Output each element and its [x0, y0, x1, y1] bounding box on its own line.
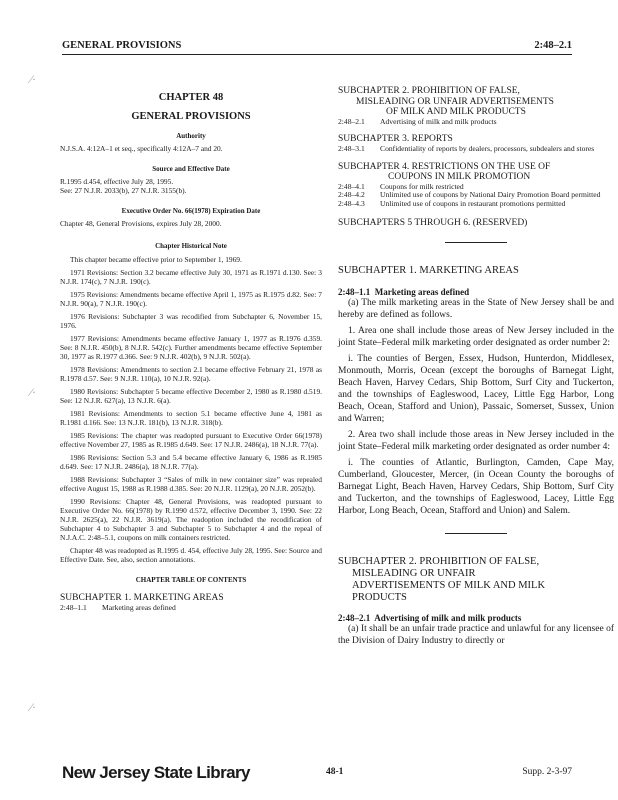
- toc-heading: CHAPTER TABLE OF CONTENTS: [135, 576, 247, 584]
- history-paragraph: 1986 Revisions: Section 5.3 and 5.4 became effective January 6, 1986 as R.1985 d.649. See: 17 N.J.R. 2486(a), 18 N.J.R. 77(a).: [60, 453, 322, 471]
- library-stamp: New Jersey State Library: [62, 763, 250, 782]
- history-paragraph: 1978 Revisions: Amendments to section 2.1 became effective February 21, 1978 as R.1978 d.57. See: 9 N.J.R. 110(a), 10 N.J.R. 92(a).: [60, 365, 322, 383]
- toc-item-number: 2:48–2.1: [338, 116, 365, 126]
- history-paragraph: This chapter became effective prior to September 1, 1969.: [70, 255, 242, 264]
- toc-item-number: 2:48–1.1: [60, 602, 87, 612]
- chapter-number: CHAPTER 48: [158, 92, 224, 103]
- toc-item-number: 2:48–4.1: [338, 181, 365, 191]
- toc-item-label: Unlimited use of coupons in restaurant promotions permitted: [380, 199, 566, 209]
- authority-text: N.J.S.A. 4:12A–1 et seq., specifically 4:12A–7 and 20.: [60, 144, 223, 153]
- page-footer: [62, 763, 572, 787]
- section-divider: [445, 242, 507, 243]
- section-title: Marketing areas defined: [374, 287, 470, 298]
- toc-subchapter-3: SUBCHAPTER 3. REPORTS: [338, 134, 453, 145]
- toc-reserved: SUBCHAPTERS 5 THROUGH 6. (RESERVED): [338, 217, 528, 228]
- toc-subchapter-1: SUBCHAPTER 1. MARKETING AREAS: [60, 593, 224, 603]
- toc-item-label: Confidentiality of reports by dealers, processors, subdealers and stores: [380, 143, 595, 153]
- toc-item[interactable]: [60, 604, 322, 613]
- subchapter-2-heading: SUBCHAPTER 2. PROHIBITION OF FALSE, MISLEADING OR UNFAIR ADVERTISEMENTS OF MILK AND MILK PRODUCTS: [338, 556, 546, 604]
- left-column: [60, 92, 322, 612]
- source-heading: Source and Effective Date: [152, 165, 230, 173]
- right-column: [338, 86, 614, 647]
- toc-list: [338, 183, 614, 209]
- source-line: R.1995 d.454, effective July 28, 1995.: [60, 177, 174, 186]
- section-heading: [338, 287, 614, 297]
- section-paragraph: 2. Area two shall include those areas in New Jersey included in the joint State–Federal milk marketing order designated as order number 4:: [338, 430, 614, 453]
- toc-subchapter-2: SUBCHAPTER 2. PROHIBITION OF FALSE, MISLEADING OR UNFAIR ADVERTISEMENTS OF MILK AND MILK PRODUCTS: [338, 86, 554, 117]
- header-title: GENERAL PROVISIONS: [62, 40, 182, 51]
- authority-heading: Authority: [176, 132, 206, 140]
- toc-item-label: Unlimited use of coupons by National Dairy Promotion Board permitted: [380, 190, 601, 200]
- toc-item-number: 2:48–4.2: [338, 190, 365, 200]
- history-paragraph: 1971 Revisions: Section 3.2 became effective July 30, 1971 as R.1971 d.130. See: 3 N.J.R. 174(c), 7 N.J.R. 190(c).: [60, 268, 322, 286]
- section-divider: [445, 533, 507, 534]
- section-heading: [338, 613, 614, 623]
- section-paragraph: (a) It shall be an unfair trade practice and unlawful for any licensee of the Division of Dairy Industry to directly or: [338, 624, 614, 647]
- section-number: 2:48–1.1: [338, 287, 371, 298]
- history-paragraph: 1981 Revisions: Amendments to section 5.1 became effective June 4, 1981 as R.1981 d.166. See: 13 N.J.R. 181(b), 13 N.J.R. 318(b).: [60, 409, 322, 427]
- section-number: 2:48–2.1: [338, 613, 371, 624]
- source-line: See: 27 N.J.R. 2033(b), 27 N.J.R. 3155(b).: [60, 186, 187, 195]
- eo-text: Chapter 48, General Provisions, expires July 28, 2000.: [60, 219, 222, 228]
- history-paragraph: 1975 Revisions: Amendments became effective April 1, 1975 as R.1975 d.82. See: 7 N.J.R. 90(a), 7 N.J.R. 190(c).: [60, 290, 322, 308]
- margin-mark: ⁄·: [30, 72, 36, 86]
- history-paragraph: 1977 Revisions: Amendments became effective January 1, 1977 as R.1976 d.359. See: 8 N.J.R. 450(b), 8 N.J.R. 542(c). Further amendments became effective September 30, 1977 as R.1977 d.366. See: 9 N.J.R. 402(b), 9 N.J.R. 502(a).: [60, 334, 322, 361]
- margin-mark: ⁄·: [30, 700, 36, 714]
- toc-item-number: 2:48–3.1: [338, 143, 365, 153]
- section-paragraph: (a) The milk marketing areas in the State of New Jersey shall be and hereby are defined as follows.: [338, 298, 614, 321]
- toc-item-label: Marketing areas defined: [102, 602, 176, 612]
- toc-list: [338, 118, 614, 127]
- chapter-title: GENERAL PROVISIONS: [131, 111, 251, 122]
- history-heading: Chapter Historical Note: [155, 242, 227, 250]
- toc-item-label: Advertising of milk and milk products: [380, 116, 497, 126]
- margin-mark: ⁄·: [30, 385, 36, 399]
- history-paragraph: 1990 Revisions: Chapter 48, General Provisions, was readopted pursuant to Executive Order No. 66(1978) by R.1990 d.572, effective December 3, 1990. See: 22 N.J.R. 2625(a), 22 N.J.R. 3619(a). The readoption included the recodification of Subchapter 4 to Subchapter 3 and Subchapter 5 to Subchapter 4 and the repeal of N.J.A.C. 2:48–5.1, coupons on milk containers restricted.: [60, 497, 322, 542]
- toc-subchapter-4: SUBCHAPTER 4. RESTRICTIONS ON THE USE OF COUPONS IN MILK PROMOTION: [338, 161, 551, 183]
- history-paragraph: 1988 Revisions: Subchapter 3 “Sales of milk in new container size” was repealed effective August 15, 1988 as R.1988 d.385. See: 20 N.J.R. 1129(a), 20 N.J.R. 2052(b).: [60, 475, 322, 493]
- history-paragraph: 1980 Revisions: Subchapter 5 became effective December 2, 1980 as R.1980 d.519. See: 12 N.J.R. 627(a), 13 N.J.R. 6(a).: [60, 387, 322, 405]
- section-paragraph: i. The counties of Bergen, Essex, Hudson, Hunterdon, Middlesex, Monmouth, Morris, Ocean (except the boroughs of Barnegat Light, Beach Haven, Harvey Cedars, Ship Bottom, Surf City and Tuckerton, and the townships of Eagleswood, Lacey, Little Egg Harbor, Long Beach, Ocean, Stafford and Union), Passaic, Somerset, Sussex, Union and Warren;: [338, 354, 614, 425]
- section-paragraph: 1. Area one shall include those areas of New Jersey included in the joint State–Federal milk marketing order designated as order number 2:: [338, 326, 614, 349]
- supplement-date: Supp. 2-3-97: [522, 767, 572, 777]
- toc-list: [338, 145, 614, 154]
- subchapter-1-heading: SUBCHAPTER 1. MARKETING AREAS: [338, 265, 519, 277]
- header-section-number: 2:48–2.1: [534, 40, 572, 51]
- toc-item[interactable]: [338, 200, 614, 209]
- toc-item-number: 2:48–4.3: [338, 199, 365, 209]
- toc-item[interactable]: [338, 118, 614, 127]
- eo-heading: Executive Order No. 66(1978) Expiration Date: [121, 207, 261, 215]
- history-paragraph: Chapter 48 was readopted as R.1995 d. 454, effective July 28, 1995. See: Source and Effective Date. See, also, section annotations.: [60, 546, 322, 564]
- page-number: 48-1: [326, 767, 344, 777]
- section-paragraph: i. The counties of Atlantic, Burlington, Camden, Cape May, Cumberland, Gloucester, Mercer, (in Ocean County the boroughs of Barnegat Light, Beach Haven, Harvey Cedars, Ship Bottom, Surf City and Tuckerton, and the townships of Eagleswood, Lacey, Little Egg Harbor, Long Beach, Ocean, Stafford and Union) and Salem.: [338, 458, 614, 517]
- history-paragraph: 1976 Revisions: Subchapter 3 was recodified from Subchapter 6, November 15, 1976.: [60, 312, 322, 330]
- section-title: Advertising of milk and milk products: [374, 613, 522, 624]
- toc-list: [60, 604, 322, 613]
- toc-item-label: Coupons for milk restricted: [380, 181, 464, 191]
- history-paragraph: 1985 Revisions: The chapter was readopted pursuant to Executive Order 66(1978) effective November 27, 1985 as R.1985 d.649. See: 17 N.J.R. 2486(a), 18 N.J.R. 77(a).: [60, 431, 322, 449]
- toc-item[interactable]: [338, 145, 614, 154]
- running-header: [62, 34, 572, 55]
